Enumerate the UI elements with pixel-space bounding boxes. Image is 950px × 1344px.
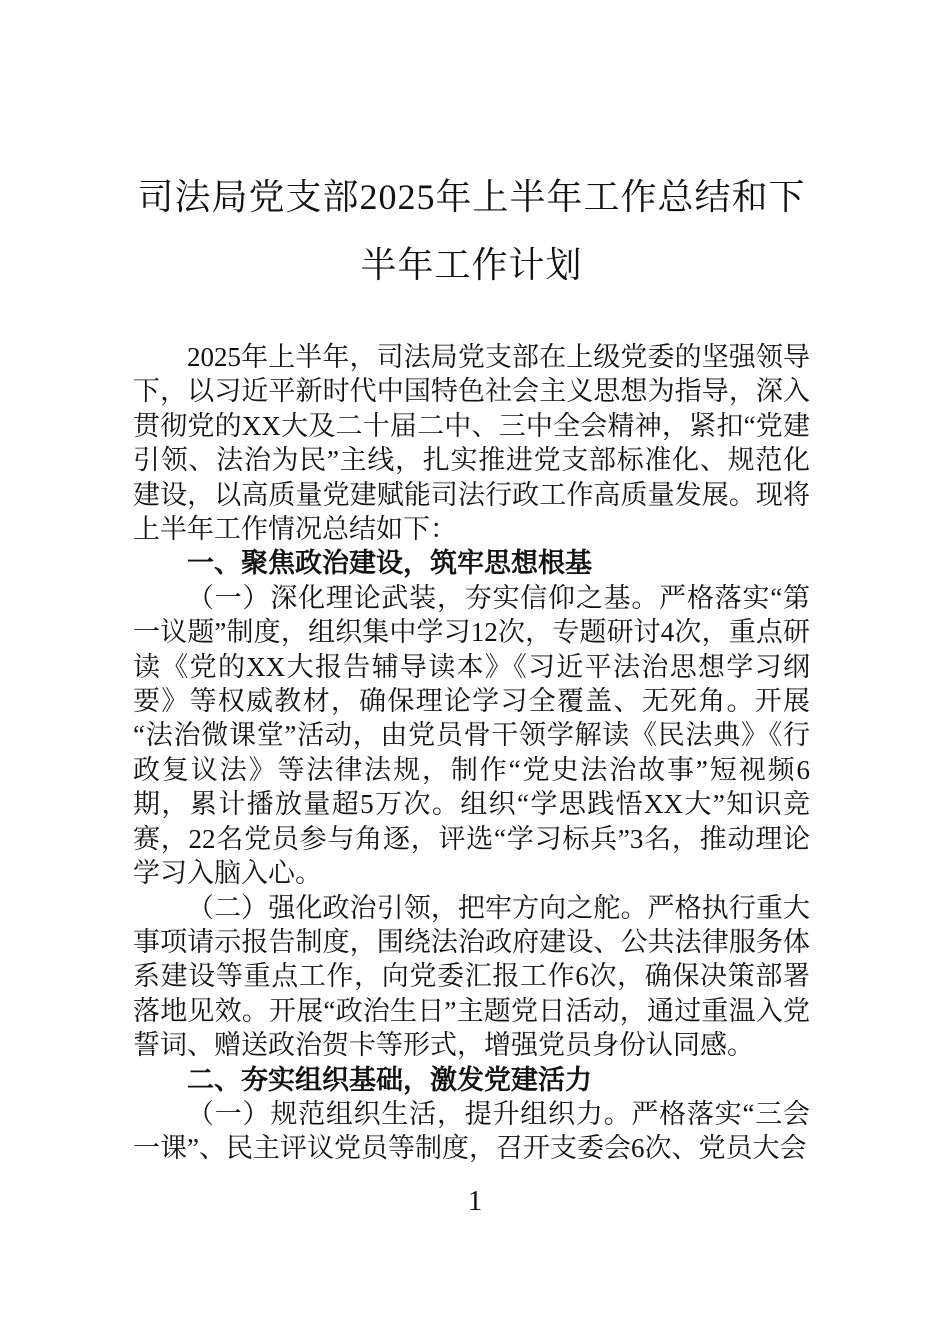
document-body [133,340,810,1166]
page-number: 1 [467,1185,483,1217]
section-heading-2: 二、夯实组织基础，激发党建活力 [187,1064,592,1095]
paragraph-section1-item1: （一）深化理论武装，夯实信仰之基。严格落实“第一议题”制度，组织集中学习12次，专题研讨4次，重点研读《党的XX大报告辅导读本》《习近平法治思想学习纲要》等权威教材，确保理论学习全覆盖、无死角。开展“法治微课堂”活动，由党员骨干领学解读《民法典》《行政复议法》等法律法规，制作“党史法治故事”短视频6期，累计播放量超5万次。组织“学思践悟XX大”知识竞赛，22名党员参与角逐，评选“学习标兵”3名，推动理论学习入脑入心。 [133,582,810,889]
document-title: 司法局党支部2025年上半年工作总结和下半年工作计划 [137,177,806,285]
paragraph-section1-item2: （二）强化政治引领，把牢方向之舵。严格执行重大事项请示报告制度，围绕法治政府建设、公共法律服务体系建设等重点工作，向党委汇报工作6次，确保决策部署落地见效。开展“政治生日”主题党日活动，通过重温入党誓词、赠送政治贺卡等形式，增强党员身份认同感。 [133,892,810,1061]
section-heading-1: 一、聚焦政治建设，筑牢思想根基 [187,548,592,579]
paragraph-intro: 2025年上半年，司法局党支部在上级党委的坚强领导下，以习近平新时代中国特色社会主义思想为指导，深入贯彻党的XX大及二十届二中、三中全会精神，紧扣“党建引领、法治为民”主线，扎实推进党支部标准化、规范化建设，以高质量党建赋能司法行政工作高质量发展。现将上半年工作情况总结如下： [133,342,810,545]
paragraph-section2-item1-truncated: （一）规范组织生活，提升组织力。严格落实“三会一课”、民主评议党员等制度，召开支委会6次、党员大会 [133,1098,810,1164]
